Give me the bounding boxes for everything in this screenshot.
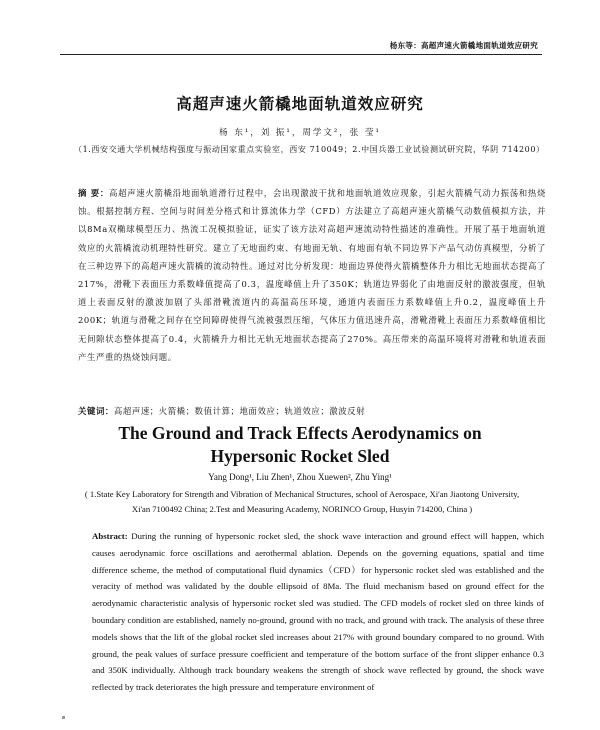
chinese-keywords xyxy=(78,405,546,417)
chinese-authors: 杨 东¹，刘 振¹，周学文²，张 莹¹ xyxy=(219,128,381,138)
english-affiliation: ( 1.State Key Laboratory for Strength and Vibration of Mechanical Structures, school of Aerospace, Xi'an Jiaotong University, Xi'an 7100492 China; 2.Test and Measuring Academy, NORINCO Group, Husyin 714200, China ) xyxy=(84,489,520,514)
page-mark xyxy=(62,716,65,719)
running-head: 杨东等：高超声速火箭橇地面轨道效应研究 xyxy=(389,41,538,50)
english-authors: Yang Dong¹, Liu Zhen¹, Zhou Xuewen², Zhu Ying¹ xyxy=(208,472,392,482)
chinese-affiliation: （1.西安交通大学机械结构强度与振动国家重点实验室，西安 710049；2.中国兵器工业试验测试研究院，华阴 714200） xyxy=(74,145,545,154)
english-abstract-label: Abstract: xyxy=(92,531,128,541)
english-title: The Ground and Track Effects Aerodynamics on Hypersonic Rocket Sled xyxy=(118,423,482,466)
chinese-abstract-text: 高超声速火箭橇沿地面轨道滑行过程中，会出现激波干扰和地面轨道效应现象，引起火箭橇气动力振荡和热烧蚀。根据控制方程、空间与时间差分格式和计算流体力学（CFD）方法建立了高超声速火箭橇气动数值模拟方法，并以8Ma双椭球模型压力、热流工况模拟验证，证实了该方法对高超声速流动特性描述的准确性。开展了基于地面轨道效应的火箭橇流动机理特性研究。建立了无地面约束、有地面无轨、有地面有轨不同边界下产品气动仿真模型，分析了在三种边界下的高超声速火箭橇的流动特性。通过对比分析发现：地面边界使得火箭橇整体升力相比无地面状态提高了217%，滑靴下表面压力系数峰值提高了0.3，温度峰值上升了350K；轨道边界弱化了由地面反射的激波强度，但轨道上表面反射的激波加剧了头部滑靴流道内的高温高压环境，通道内表面压力系数峰值上升0.2，温度峰值上升200K；轨道与滑靴之间存在空间障碍使得气流被强烈压缩，气体压力值迅速升高，滑靴滑靴上表面压力系数峰值相比无间隙状态整体提高了0.4，火箭橇升力相比无轨无地面状态提高了270%。高压带来的高温环境将对滑靴和轨道表面产生严重的热烧蚀问题。 xyxy=(78,188,547,362)
chinese-abstract xyxy=(78,184,546,366)
chinese-abstract-label: 摘 要： xyxy=(78,188,109,198)
english-abstract xyxy=(92,528,544,696)
chinese-keywords-text: 高超声速；火箭橇；数值计算；地面效应；轨道效应；激波反射 xyxy=(113,406,366,416)
header-rule xyxy=(60,54,542,55)
english-abstract-text: During the running of hypersonic rocket sled, the shock wave interaction and ground effect will happen, which causes aerodynamic force oscillations and aerothermal ablation. Depends on the governing equations, spatial and time difference scheme, the method of computational fluid dynamics（CFD）for hypersonic rocket sled was established and the veracity of method was validated by the double ellipsoid of 8Ma. The fluid mechanism based on ground effect for the aerodynamic characteristic analysis of hypersonic rocket sled was studied. The CFD models of rocket sled on three kinds of boundary condition are established, namely no-ground, ground with no track, and ground with track. The analysis of these three models shows that the lift of the global rocket sled increases about 217% with ground boundary compared to no ground. With ground, the peak values of surface pressure coefficient and temperature of the bottom surface of the front slipper enhance 0.3 and 350K individually. Although track boundary weakens the strength of shock wave reflected by ground, the shock wave reflected by track deteriorates the high pressure and temperature environment of xyxy=(92,531,544,693)
chinese-keywords-label: 关键词： xyxy=(78,406,114,416)
chinese-title: 高超声速火箭橇地面轨道效应研究 xyxy=(176,94,424,113)
